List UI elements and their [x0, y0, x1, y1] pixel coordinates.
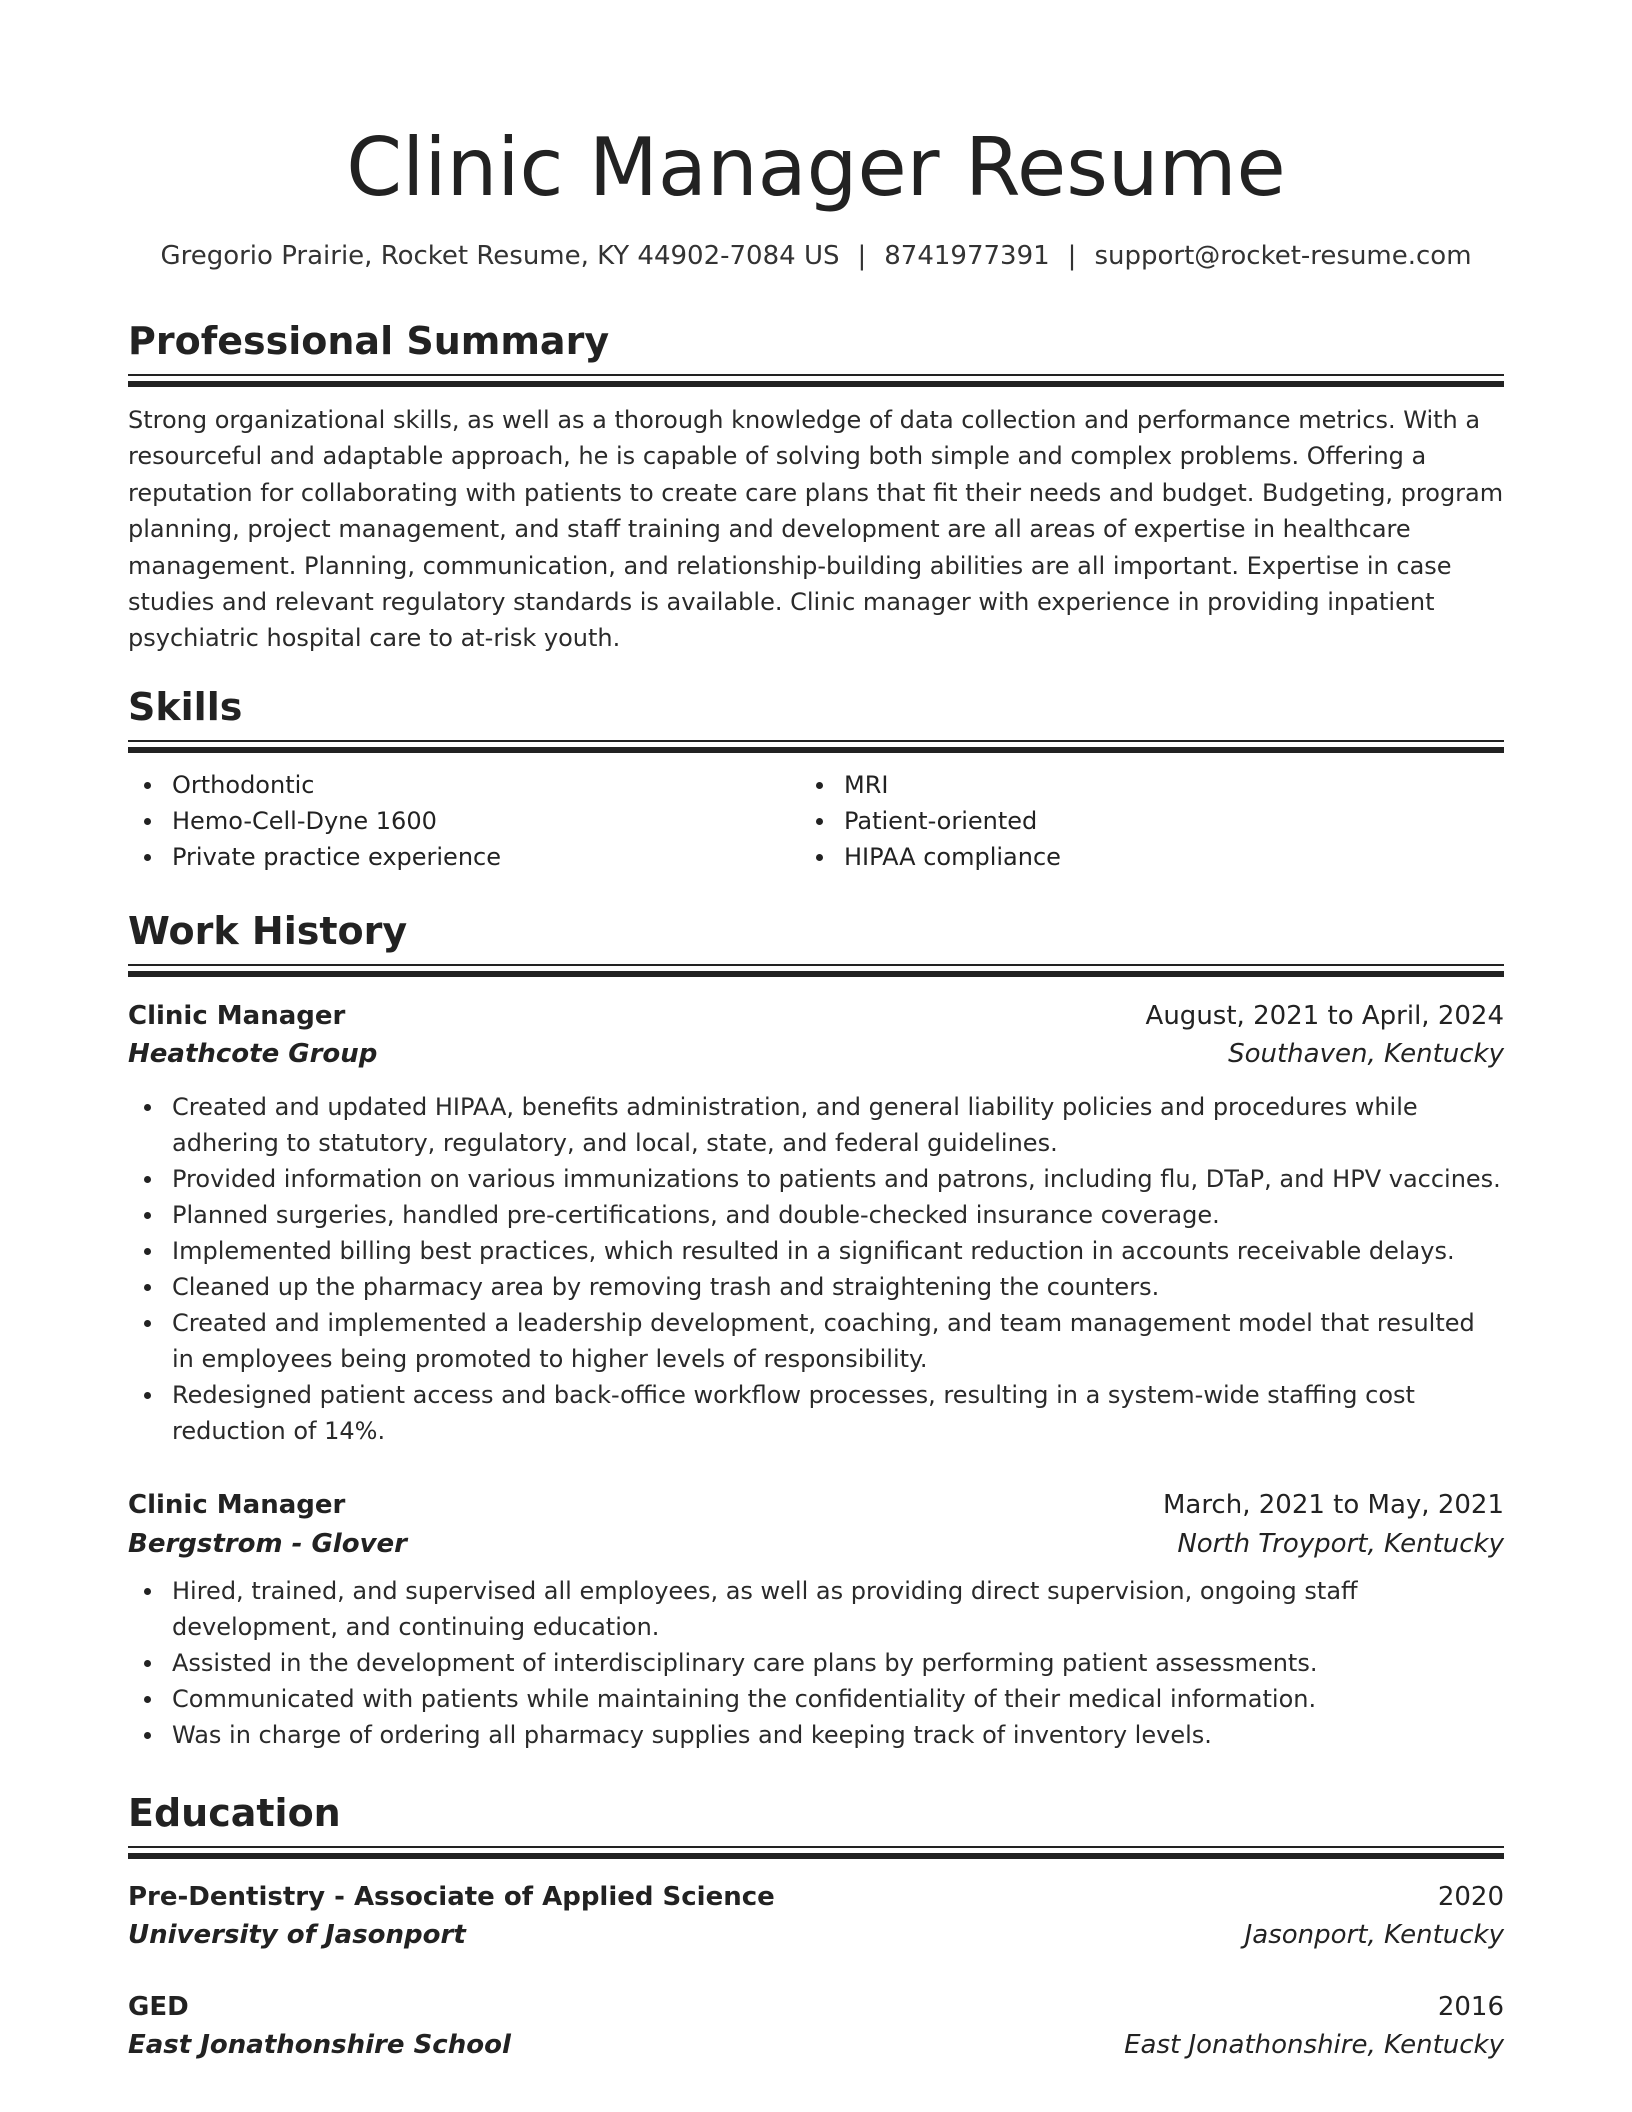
- education-degree: Pre-Dentistry - Associate of Applied Science: [128, 1882, 775, 1912]
- education-location: East Jonathonshire, Kentucky: [1124, 2030, 1504, 2060]
- section-title-work-history: Work History: [128, 909, 408, 953]
- skill-item: MRI: [800, 767, 1470, 803]
- skills-list-right: [800, 767, 1470, 875]
- contact-address: Gregorio Prairie, Rocket Resume, KY 44902-7084 US: [160, 241, 840, 271]
- job-bullet: Implemented billing best practices, which resulted in a significant reduction in accounts receivable delays.: [128, 1233, 1504, 1269]
- section-title-skills: Skills: [128, 685, 243, 729]
- job-title: Clinic Manager: [128, 1490, 346, 1520]
- job-dates: August, 2021 to April, 2024: [1145, 1001, 1504, 1031]
- job-bullet: Hired, trained, and supervised all employees, as well as providing direct supervision, ongoing staff development, and continuing education.: [128, 1573, 1504, 1645]
- skills-list-left: [128, 767, 798, 875]
- job-bullet: Communicated with patients while maintaining the confidentiality of their medical information.: [128, 1681, 1504, 1717]
- job-bullet: Cleaned up the pharmacy area by removing trash and straightening the counters.: [128, 1269, 1504, 1305]
- job-location: North Troyport, Kentucky: [1177, 1529, 1504, 1559]
- job-bullet: Created and implemented a leadership development, coaching, and team management model that resulted in employees being promoted to higher levels of responsibility.: [128, 1305, 1504, 1377]
- job-company-row: [128, 1525, 1504, 1563]
- job-bullet: Was in charge of ordering all pharmacy supplies and keeping track of inventory levels.: [128, 1717, 1504, 1753]
- contact-phone: 8741977391: [884, 241, 1050, 271]
- education-header-row: [128, 1878, 1504, 1916]
- education-degree: GED: [128, 1992, 189, 2022]
- section-title-education: Education: [128, 1791, 341, 1835]
- resume-title: Clinic Manager Resume: [346, 121, 1286, 214]
- professional-summary-text: Strong organizational skills, as well as a thorough knowledge of data collection and performance metrics. With a resourceful and adaptable approach, he is capable of solving both simple and complex problems. Offering a reputation for collaborating with patients to create care plans that fit their needs and budget. Budgeting, program planning, project management, and staff training and development are all areas of expertise in healthcare management. Planning, communication, and relationship-building abilities are all important. Expertise in case studies and relevant regulatory standards is available. Clinic manager with experience in providing inpatient psychiatric hospital care to at-risk youth.: [128, 406, 1504, 653]
- job-bullet: Assisted in the development of interdisciplinary care plans by performing patient assessments.: [128, 1645, 1504, 1681]
- skill-item: Private practice experience: [128, 839, 798, 875]
- job-company: Heathcote Group: [128, 1039, 378, 1069]
- education-location: Jasonport, Kentucky: [1244, 1920, 1504, 1950]
- section-divider: [128, 374, 1504, 387]
- job-bullet: Planned surgeries, handled pre-certifications, and double-checked insurance coverage.: [128, 1197, 1504, 1233]
- job-bullets: [128, 1573, 1504, 1753]
- job-company: Bergstrom - Glover: [128, 1529, 407, 1559]
- section-title-summary: Professional Summary: [128, 319, 610, 363]
- job-bullet: Created and updated HIPAA, benefits administration, and general liability policies and procedures while adhering to statutory, regulatory, and local, state, and federal guidelines.: [128, 1089, 1504, 1161]
- section-divider: [128, 1846, 1504, 1859]
- education-school: University of Jasonport: [128, 1920, 466, 1950]
- education-school-row: [128, 1916, 1504, 1954]
- contact-separator: |: [1067, 241, 1077, 271]
- education-school: East Jonathonshire School: [128, 2030, 511, 2060]
- job-dates: March, 2021 to May, 2021: [1162, 1490, 1504, 1520]
- education-year: 2016: [1437, 1992, 1504, 2022]
- job-bullets: [128, 1089, 1504, 1449]
- section-divider: [128, 740, 1504, 753]
- skill-item: Patient-oriented: [800, 803, 1470, 839]
- education-school-row: [128, 2026, 1504, 2064]
- job-location: Southaven, Kentucky: [1228, 1039, 1504, 1069]
- job-title: Clinic Manager: [128, 1001, 346, 1031]
- job-bullet: Provided information on various immunizations to patients and patrons, including flu, DTaP, and HPV vaccines.: [128, 1161, 1504, 1197]
- skill-item: HIPAA compliance: [800, 839, 1470, 875]
- education-year: 2020: [1437, 1882, 1504, 1912]
- job-company-row: [128, 1035, 1504, 1073]
- education-header-row: [128, 1988, 1504, 2026]
- job-header-row: [128, 997, 1504, 1035]
- contact-email: support@rocket-resume.com: [1094, 241, 1472, 271]
- job-bullet: Redesigned patient access and back-office workflow processes, resulting in a system-wide staffing cost reduction of 14%.: [128, 1377, 1504, 1449]
- contact-line: [128, 238, 1504, 274]
- section-divider: [128, 964, 1504, 977]
- skill-item: Hemo-Cell-Dyne 1600: [128, 803, 798, 839]
- job-header-row: [128, 1486, 1504, 1524]
- contact-separator: |: [857, 241, 867, 271]
- skill-item: Orthodontic: [128, 767, 798, 803]
